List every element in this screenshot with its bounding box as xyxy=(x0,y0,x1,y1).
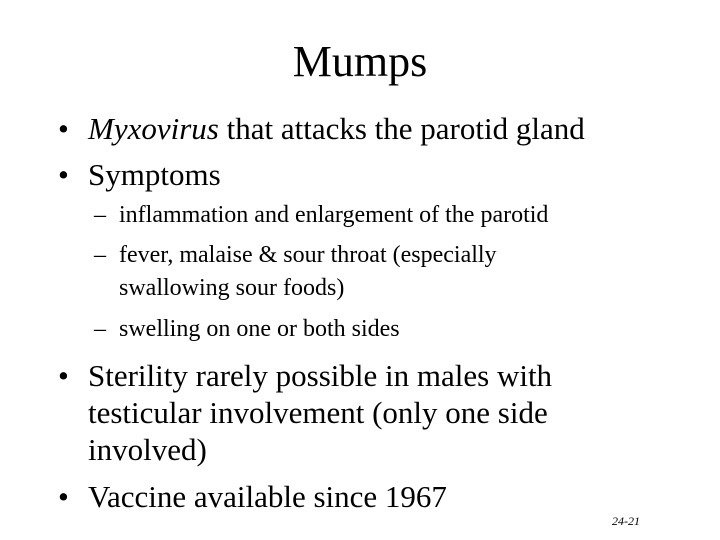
dash-marker: – xyxy=(94,242,106,268)
sub-bullet-text: inflammation and enlargement of the parotid xyxy=(119,202,549,228)
bullet-line-3: involved) xyxy=(88,432,207,467)
bullet-marker: • xyxy=(58,111,69,146)
bullet-text: Vaccine available since 1967 xyxy=(88,479,447,514)
bullet-text: Symptoms xyxy=(88,157,221,192)
sub-bullet-text xyxy=(119,239,679,305)
bullet-marker: • xyxy=(58,157,69,192)
page-number: 24-21 xyxy=(612,514,640,528)
sub-bullet-line-1: fever, malaise & sour throat (especially xyxy=(119,242,497,268)
bullet-marker: • xyxy=(58,479,69,514)
bullet-marker: • xyxy=(58,358,69,393)
bullet-text-italic: Myxovirus xyxy=(88,111,219,146)
dash-marker: – xyxy=(94,316,106,342)
slide-title: Mumps xyxy=(292,37,428,86)
bullet-line-1: Sterility rarely possible in males with xyxy=(88,358,553,393)
bullet-text xyxy=(88,357,688,468)
sub-bullet-text: swelling on one or both sides xyxy=(119,316,400,342)
bullet-text-rest: that attacks the parotid gland xyxy=(218,111,585,146)
bullet-line-2: testicular involvement (only one side xyxy=(88,395,548,430)
bullet-text xyxy=(88,110,688,147)
dash-marker: – xyxy=(94,202,106,228)
sub-bullet-line-2: swallowing sour foods) xyxy=(119,275,345,301)
